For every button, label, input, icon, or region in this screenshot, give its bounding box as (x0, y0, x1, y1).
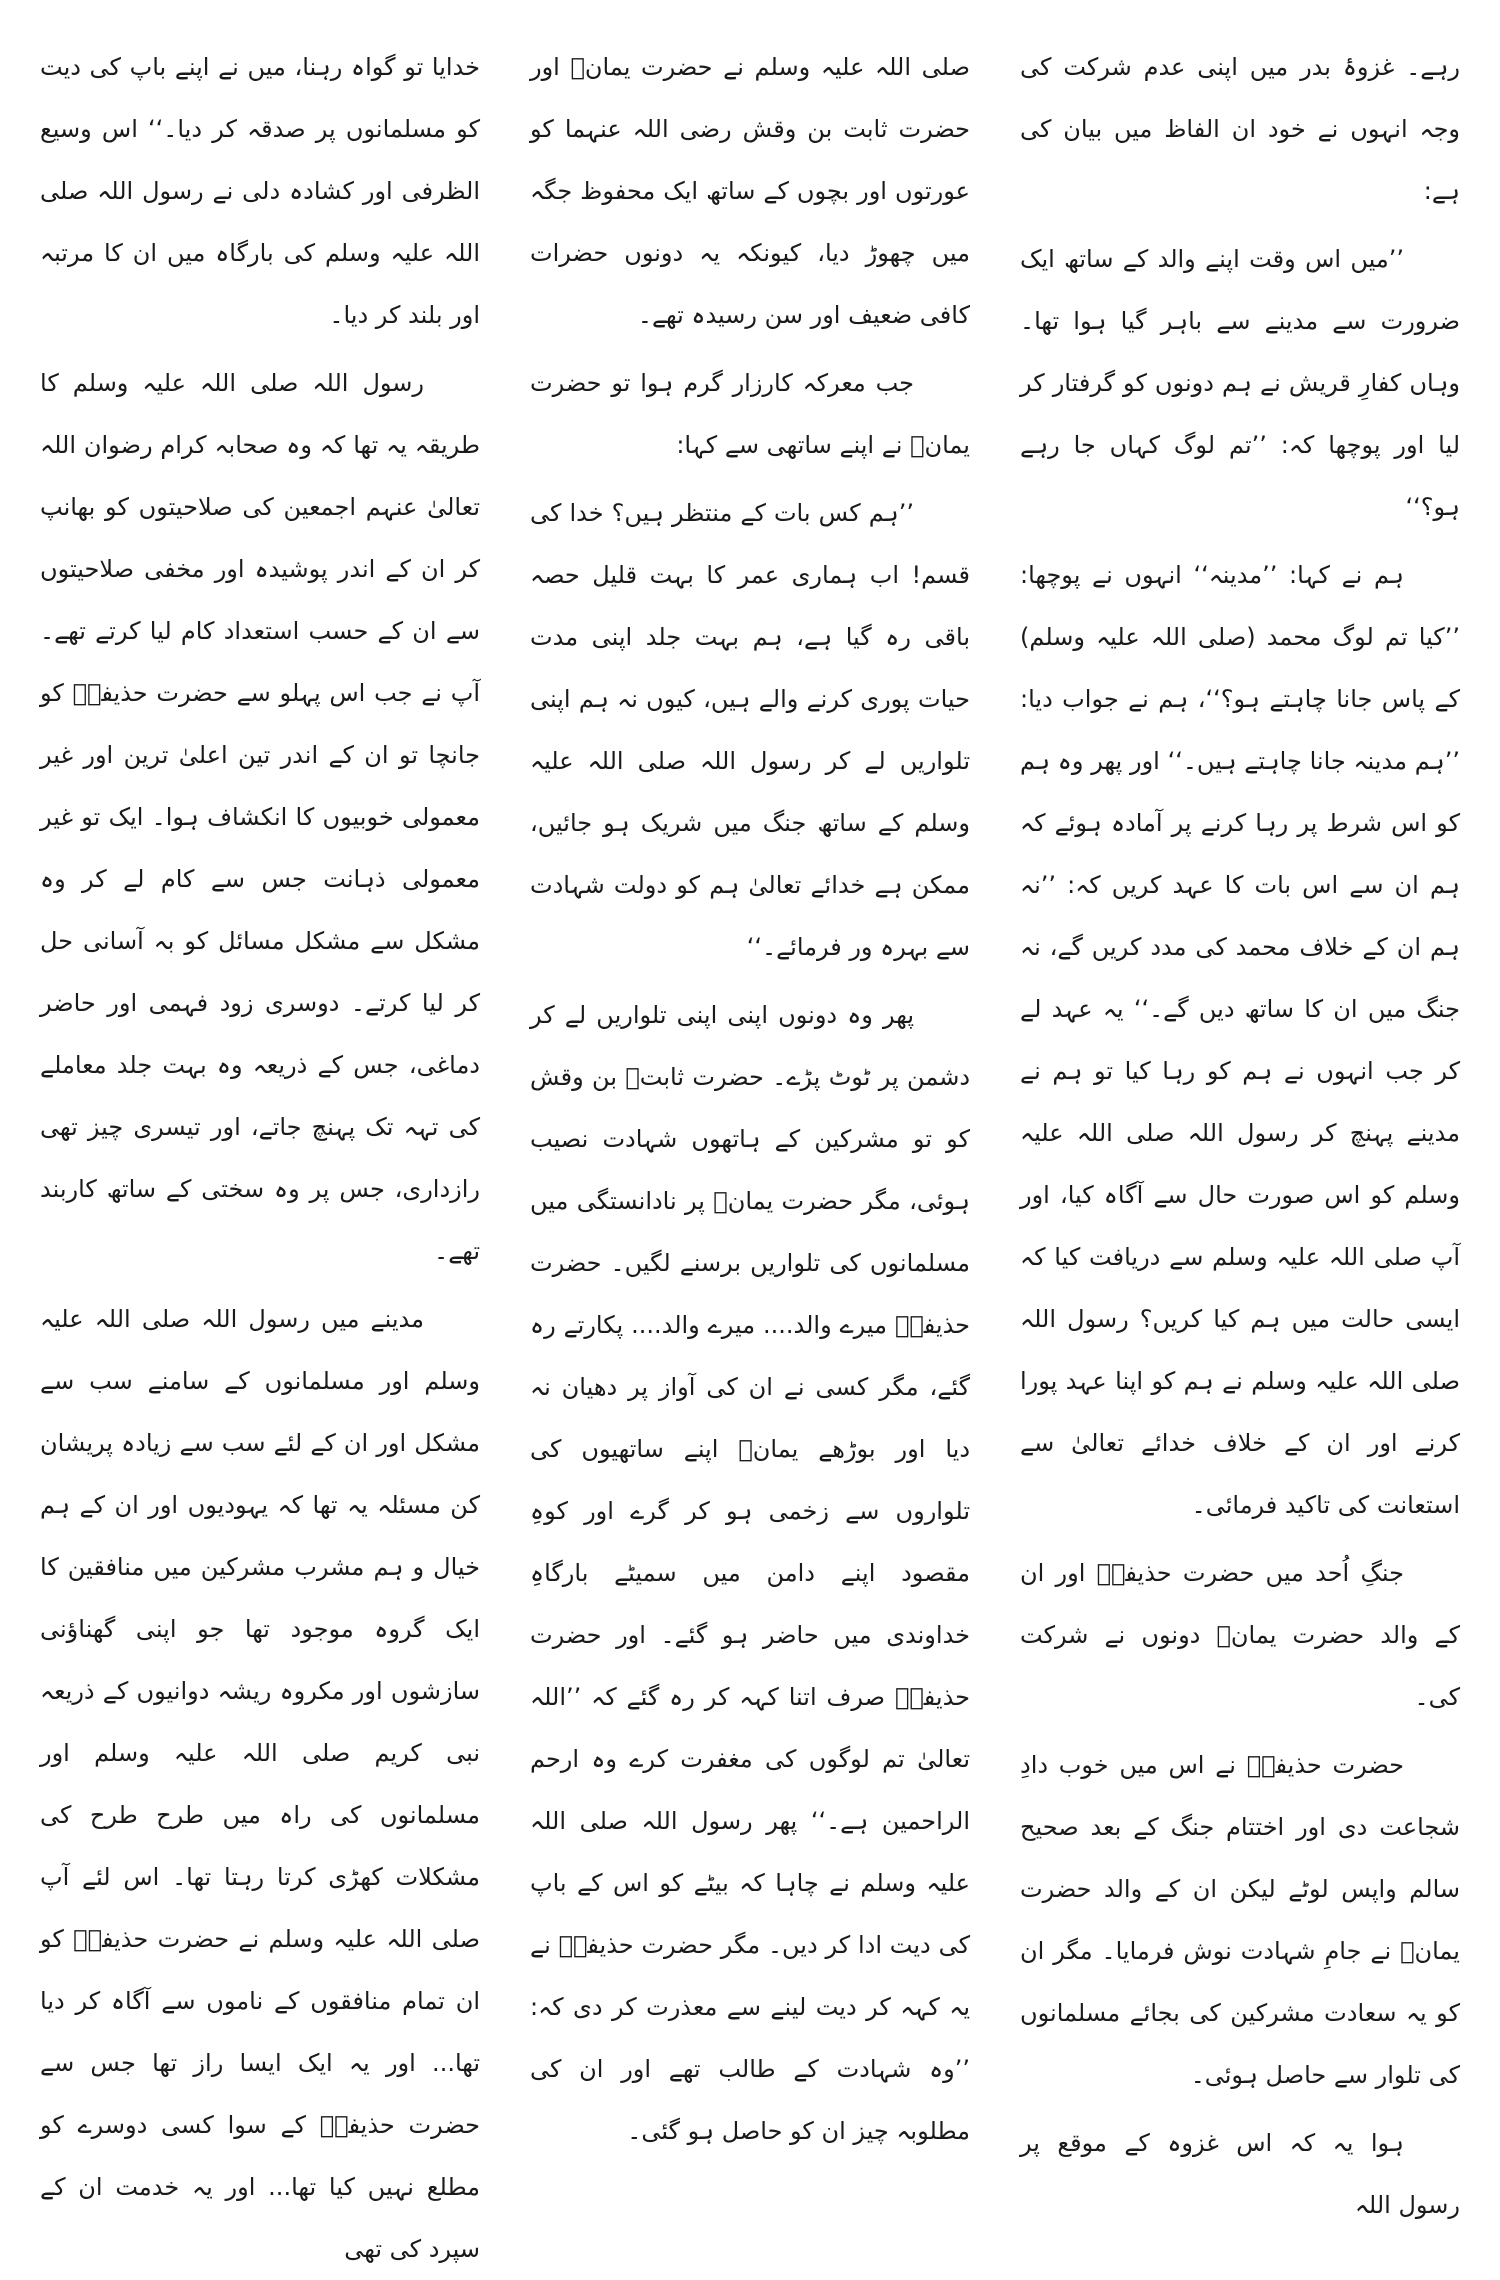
document-page (40, 36, 1460, 2263)
paragraph: جنگِ اُحد میں حضرت حذیفہؓ اور ان کے والد حضرت یمانؓ دونوں نے شرکت کی۔ (1020, 1559, 1460, 1711)
paragraph: مدینے میں رسول اللہ صلی اللہ علیہ وسلم اور مسلمانوں کے سامنے سب سے مشکل اور ان کے لئے سب سے زیادہ پریشان کن مسئلہ یہ تھا کہ یہودیوں اور ان کے ہم خیال و ہم مشرب مشرکین میں منافقین کا ایک گروہ موجود تھا جو اپنی گھناؤنی سازشوں اور مکروہ ریشہ دوانیوں کے ذریعہ نبی کریم صلی اللہ علیہ وسلم اور مسلمانوں کی راہ میں طرح طرح کی مشکلات کھڑی کرتا رہتا تھا۔ اس لئے آپ صلی اللہ علیہ وسلم نے حضرت حذیفہؓ کو ان تمام منافقوں کے ناموں سے آگاہ کر دیا تھا... اور یہ ایک ایسا راز تھا جس سے حضرت حذیفہؓ کے سوا کسی دوسرے کو مطلع نہیں کیا تھا... اور یہ خدمت ان کے سپرد کی تھی (40, 1305, 480, 2263)
paragraph: پھر وہ دونوں اپنی اپنی تلواریں لے کر دشمن پر ٹوٹ پڑے۔ حضرت ثابتؓ بن وقش کو تو مشرکین کے ہاتھوں شہادت نصیب ہوئی، مگر حضرت یمانؓ پر نادانستگی میں مسلمانوں کی تلواریں برسنے لگیں۔ حضرت حذیفہؓ میرے والد.... میرے والد.... پکارتے رہ گئے، مگر کسی نے ان کی آواز پر دھیان نہ دیا اور بوڑھے یمانؓ اپنے ساتھیوں کی تلواروں سے زخمی ہو کر گرے اور کوہِ مقصود اپنے دامن میں سمیٹے بارگاہِ خداوندی میں حاضر ہو گئے۔ اور حضرت حذیفہؓ صرف اتنا کہہ کر رہ گئے کہ ’’اللہ تعالیٰ تم لوگوں کی مغفرت کرے وہ ارحم الراحمین ہے۔‘‘ پھر رسول اللہ صلی اللہ علیہ وسلم نے چاہا کہ بیٹے کو اس کے باپ کی دیت ادا کر دیں۔ مگر حضرت حذیفہؓ نے یہ کہہ کر دیت لینے سے معذرت کر دی کہ: ’’وہ شہادت کے طالب تھے اور ان کی مطلوبہ چیز ان کو حاصل ہو گئی۔ (530, 1001, 970, 2145)
text-column-right (1020, 36, 1460, 2219)
paragraph: رہے۔ غزوۂ بدر میں اپنی عدم شرکت کی وجہ انہوں نے خود ان الفاظ میں بیان کی ہے: (1020, 53, 1460, 205)
paragraph: جب معرکہ کارزار گرم ہوا تو حضرت یمانؓ نے اپنے ساتھی سے کہا: (530, 369, 970, 459)
paragraph: صلی اللہ علیہ وسلم نے حضرت یمانؓ اور حضرت ثابت بن وقش رضی اللہ عنہما کو عورتوں اور بچوں کے ساتھ ایک محفوظ جگہ میں چھوڑ دیا، کیونکہ یہ دونوں حضرات کافی ضعیف اور سن رسیدہ تھے۔ (530, 53, 970, 329)
paragraph: حضرت حذیفہؓ نے اس میں خوب دادِ شجاعت دی اور اختتام جنگ کے بعد صحیح سالم واپس لوٹے لیکن ان کے والد حضرت یمانؓ نے جامِ شہادت نوش فرمایا۔ مگر ان کو یہ سعادت مشرکین کی بجائے مسلمانوں کی تلوار سے حاصل ہوئی۔ (1020, 1751, 1460, 2089)
text-column-middle (530, 36, 970, 2176)
paragraph: ’’میں اس وقت اپنے والد کے ساتھ ایک ضرورت سے مدینے سے باہر گیا ہوا تھا۔ وہاں کفارِ قریش نے ہم دونوں کو گرفتار کر لیا اور پوچھا کہ: ’’تم لوگ کہاں جا رہے ہو؟‘‘ (1020, 245, 1460, 521)
paragraph: ہوا یہ کہ اس غزوہ کے موقع پر رسول اللہ (1020, 2129, 1460, 2219)
paragraph: رسول اللہ صلی اللہ علیہ وسلم کا طریقہ یہ تھا کہ وہ صحابہ کرام رضوان اللہ تعالیٰ عنہم اجمعین کی صلاحیتوں کو بھانپ کر ان کے اندر پوشیدہ اور مخفی صلاحیتوں سے ان کے حسب استعداد کام لیا کرتے تھے۔ آپ نے جب اس پہلو سے حضرت حذیفہؓ کو جانچا تو ان کے اندر تین اعلیٰ ترین اور غیر معمولی خوبیوں کا انکشاف ہوا۔ ایک تو غیر معمولی ذہانت جس سے کام لے کر وہ مشکل سے مشکل مسائل کو بہ آسانی حل کر لیا کرتے۔ دوسری زود فہمی اور حاضر دماغی، جس کے ذریعہ وہ بہت جلد معاملے کی تہہ تک پہنچ جاتے، اور تیسری چیز تھی رازداری، جس پر وہ سختی کے ساتھ کاربند تھے۔ (40, 369, 480, 1265)
text-column-left (40, 36, 480, 2263)
paragraph: ہم نے کہا: ’’مدینہ‘‘ انہوں نے پوچھا: ’’کیا تم لوگ محمد (صلی اللہ علیہ وسلم) کے پاس جانا چاہتے ہو؟‘‘، ہم نے جواب دیا: ’’ہم مدینہ جانا چاہتے ہیں۔‘‘ اور پھر وہ ہم کو اس شرط پر رہا کرنے پر آمادہ ہوئے کہ ہم ان سے اس بات کا عہد کریں کہ: ’’نہ ہم ان کے خلاف محمد کی مدد کریں گے، نہ جنگ میں ان کا ساتھ دیں گے۔‘‘ یہ عہد لے کر جب انہوں نے ہم کو رہا کیا تو ہم نے مدینے پہنچ کر رسول اللہ صلی اللہ علیہ وسلم کو اس صورت حال سے آگاہ کیا، اور آپ صلی اللہ علیہ وسلم سے دریافت کیا کہ ایسی حالت میں ہم کیا کریں؟ رسول اللہ صلی اللہ علیہ وسلم نے ہم کو اپنا عہد پورا کرنے اور ان کے خلاف خدائے تعالیٰ سے استعانت کی تاکید فرمائی۔ (1020, 561, 1460, 1519)
paragraph: ’’ہم کس بات کے منتظر ہیں؟ خدا کی قسم! اب ہماری عمر کا بہت قلیل حصہ باقی رہ گیا ہے، ہم بہت جلد اپنی مدت حیات پوری کرنے والے ہیں، کیوں نہ ہم اپنی تلواریں لے کر رسول اللہ صلی اللہ علیہ وسلم کے ساتھ جنگ میں شریک ہو جائیں، ممکن ہے خدائے تعالیٰ ہم کو دولت شہادت سے بہرہ ور فرمائے۔‘‘ (530, 499, 970, 961)
paragraph: خدایا تو گواہ رہنا، میں نے اپنے باپ کی دیت کو مسلمانوں پر صدقہ کر دیا۔‘‘ اس وسیع الظرفی اور کشادہ دلی نے رسول اللہ صلی اللہ علیہ وسلم کی بارگاہ میں ان کا مرتبہ اور بلند کر دیا۔ (40, 53, 480, 329)
